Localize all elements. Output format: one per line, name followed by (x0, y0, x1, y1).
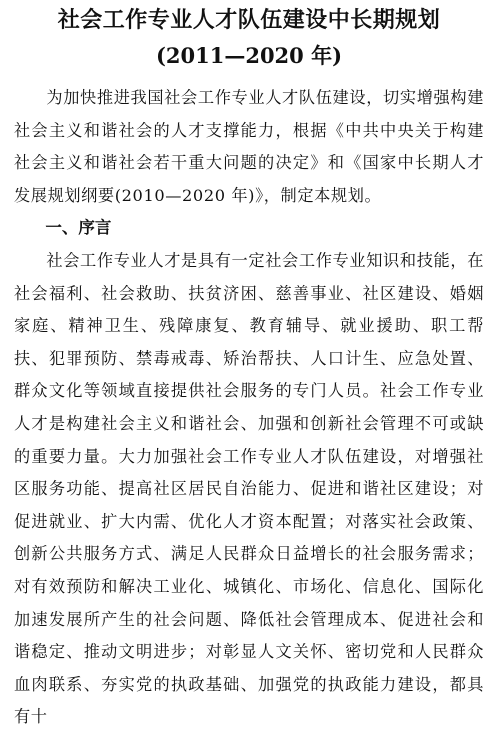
intro-paragraph: 为加快推进我国社会工作专业人才队伍建设，切实增强构建社会主义和谐社会的人才支撑能力，根据《中共中央关于构建社会主义和谐社会若干重大问题的决定》和《国家中长期人才发展规划纲要(2010—2020 年)》，制定本规划。 (14, 88, 484, 205)
document-title: 社会工作专业人才队伍建设中长期规划 (57, 8, 441, 33)
document-subtitle: (2011—2020 年) (155, 43, 343, 68)
section-heading: 一、序言 (45, 218, 112, 238)
section-paragraph: 社会工作专业人才是具有一定社会工作专业知识和技能，在社会福利、社会救助、扶贫济困、慈善事业、社区建设、婚姻家庭、精神卫生、残障康复、教育辅导、就业援助、职工帮扶、犯罪预防、禁毒戒毒、矫治帮扶、人口计生、应急处置、群众文化等领域直接提供社会服务的专门人员。社会工作专业人才是构建社会主义和谐社会、加强和创新社会管理不可或缺的重要力量。大力加强社会工作专业人才队伍建设，对增强社区服务功能、提高社区居民自治能力、促进和谐社区建设；对促进就业、扩大内需、优化人才资本配置；对落实社会政策、创新公共服务方式、满足人民群众日益增长的社会服务需求；对有效预防和解决工业化、城镇化、市场化、信息化、国际化加速发展所产生的社会问题、降低社会管理成本、促进社会和谐稳定、推动文明进步；对彰显人文关怀、密切党和人民群众血肉联系、夯实党的执政基础、加强党的执政能力建设，都具有十 (14, 250, 484, 727)
